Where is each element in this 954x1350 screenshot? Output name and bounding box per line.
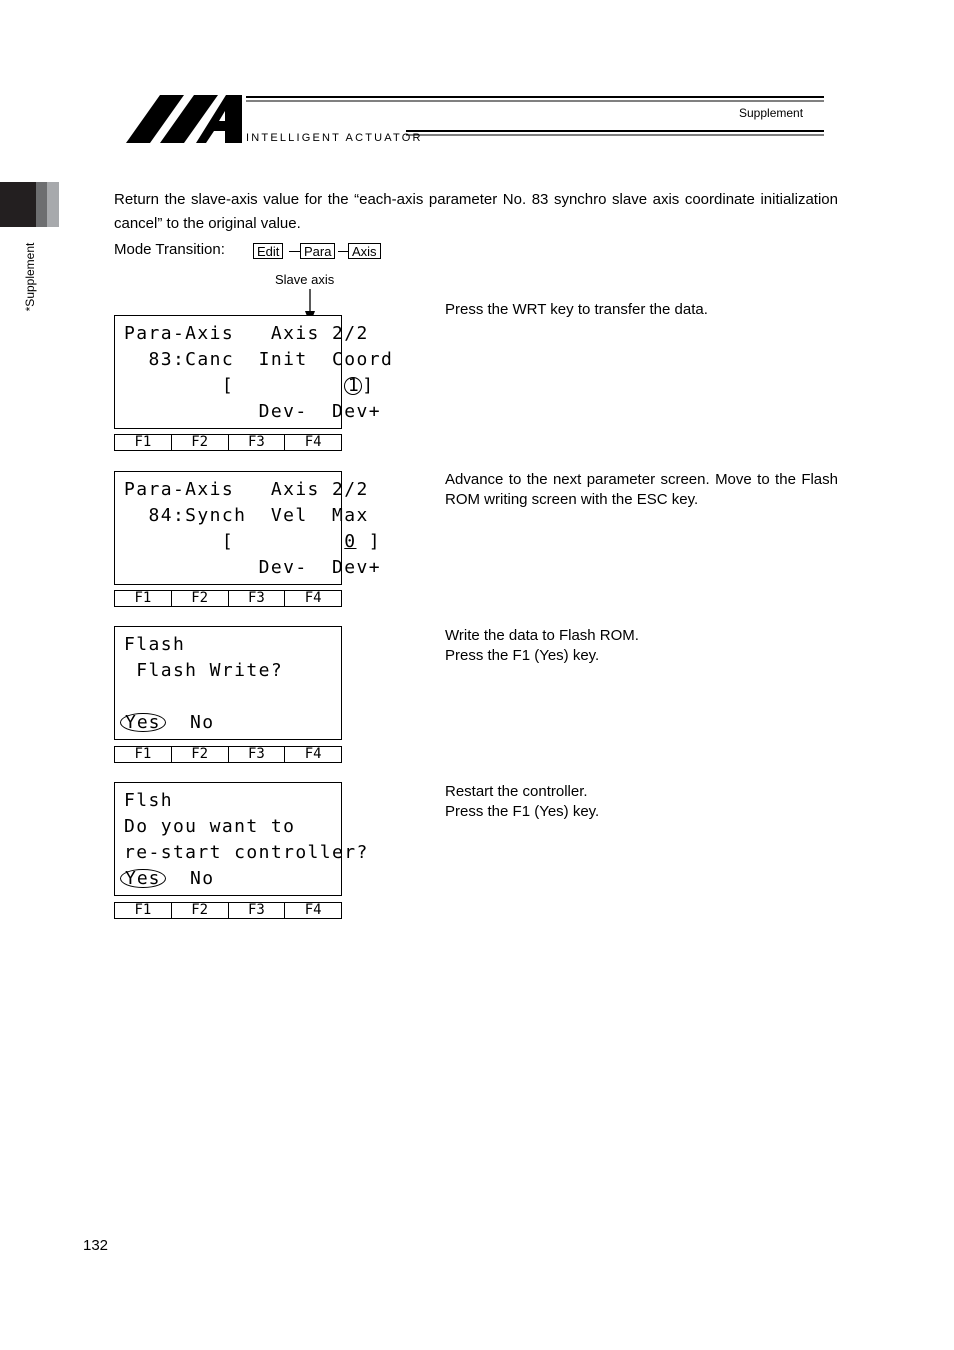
f3-key: F3 — [229, 747, 286, 762]
mode-transition-label: Mode Transition: — [114, 241, 225, 258]
function-keys — [114, 902, 342, 919]
step-description: Press the WRT key to transfer the data. — [445, 301, 708, 318]
f3-key: F3 — [229, 903, 286, 918]
yes-option: Yes — [120, 713, 166, 732]
section-title: Supplement — [739, 106, 804, 120]
key-connector — [289, 251, 300, 252]
side-tab-label: *Supplement — [23, 242, 37, 312]
lcd-line: Flash Write? — [124, 660, 284, 681]
f2-key: F2 — [172, 903, 229, 918]
step-description: Advance to the next parameter screen. Move to the Flash ROM writing screen with the ESC key. — [445, 471, 838, 508]
f1-key: F1 — [115, 903, 172, 918]
lcd-line: 84:Synch Vel Max — [124, 505, 369, 526]
f3-key: F3 — [229, 435, 286, 450]
lcd-screen — [114, 782, 369, 896]
f4-key: F4 — [304, 590, 322, 606]
desc-line: Press the F1 (Yes) key. — [445, 803, 600, 820]
f2-key: F2 — [172, 435, 229, 450]
selected-value: 1 — [344, 377, 362, 395]
desc-line: Write the data to Flash ROM. — [445, 627, 639, 644]
intro-paragraph: Return the slave-axis value for the “each-axis parameter No. 83 synchro slave axis coordinate initialization cancel” to the original value. — [114, 191, 838, 232]
key-connector — [338, 251, 348, 252]
f4-key: F4 — [304, 746, 322, 762]
desc-line: Restart the controller. — [445, 783, 588, 800]
desc-line: Press the F1 (Yes) key. — [445, 647, 600, 664]
iai-logo — [126, 93, 244, 143]
f1-key: F1 — [115, 747, 172, 762]
lcd-line: 83:Canc Init Coord — [124, 349, 394, 370]
f1-key: F1 — [115, 435, 172, 450]
yes-option: Yes — [120, 869, 166, 888]
lcd-line: Do you want to — [124, 816, 296, 837]
function-keys — [114, 434, 342, 451]
key-axis: Axis — [348, 243, 381, 259]
selected-value: 0 — [344, 531, 357, 552]
lcd-line: Flsh — [124, 790, 173, 811]
lcd-screen — [114, 626, 342, 740]
lcd-line: [ 0 ] — [124, 531, 381, 552]
lcd-line: Para-Axis Axis 2/2 — [124, 323, 369, 344]
f4-key: F4 — [304, 902, 322, 918]
lcd-line: Flash — [124, 634, 186, 655]
f4-key: F4 — [304, 434, 322, 450]
slave-axis-label: Slave axis — [275, 272, 335, 287]
lcd-line: Dev- Dev+ — [124, 401, 381, 422]
lcd-screen — [114, 471, 381, 585]
f2-key: F2 — [172, 591, 229, 606]
side-tab — [0, 182, 36, 227]
lcd-line: Para-Axis Axis 2/2 — [124, 479, 369, 500]
key-para: Para — [300, 243, 335, 259]
function-keys — [114, 590, 342, 607]
no-option: No — [190, 712, 215, 733]
lcd-line: [ 1 ] — [124, 375, 375, 396]
side-tab-shade — [36, 182, 47, 227]
brand-name: INTELLIGENT ACTUATOR — [246, 132, 423, 144]
step-description — [445, 626, 838, 666]
lcd-line — [120, 867, 214, 891]
lcd-line: re-start controller? — [124, 842, 369, 863]
lcd-screen — [114, 315, 394, 429]
f3-key: F3 — [229, 591, 286, 606]
no-option: No — [190, 868, 215, 889]
function-keys — [114, 746, 342, 763]
f1-key: F1 — [115, 591, 172, 606]
step-description — [445, 782, 838, 822]
lcd-line: Dev- Dev+ — [124, 557, 381, 578]
side-tab-shade — [47, 182, 59, 227]
f2-key: F2 — [172, 747, 229, 762]
page-number: 132 — [83, 1237, 109, 1254]
lcd-line — [120, 711, 214, 735]
key-edit: Edit — [253, 243, 283, 259]
